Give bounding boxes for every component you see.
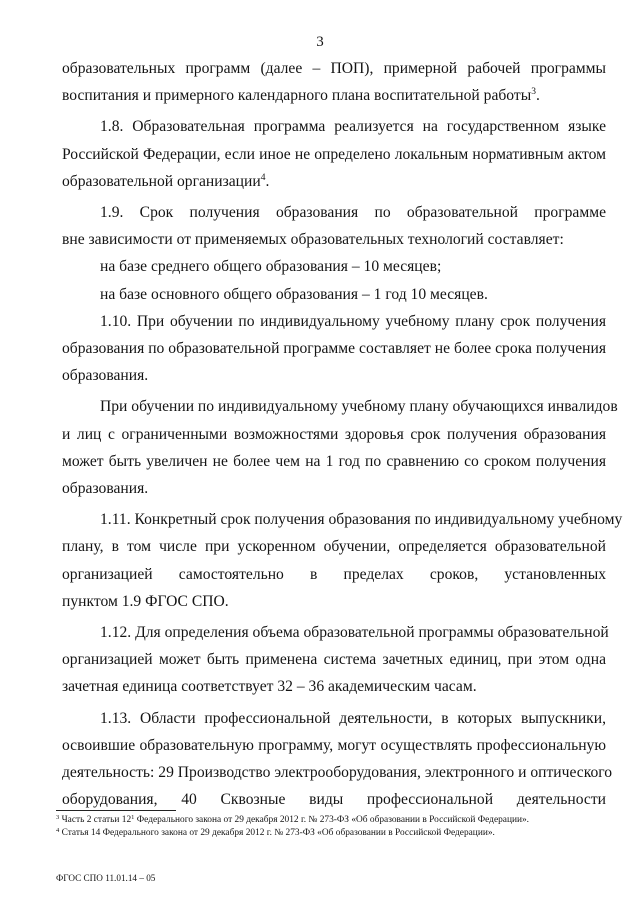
footnote-item: $^3$ Часть 2 статьи $12^1$ Федерального закона от 29 декабря 2012 г. № 273-ФЗ «Об образовании в Российской Федерации». [56, 814, 530, 825]
text-line: 1.12. Для определения объема образовательной программы образовательной [100, 624, 609, 642]
text-line: образовательных программ (далее – ПОП), примерной рабочей программы [62, 60, 606, 77]
text-line: 1.10. При обучении по индивидуальному учебному плану срок получения [100, 312, 606, 330]
text-line: 1.9. Срок получения образования по образовательной программе [100, 204, 606, 222]
text-line: образования по образовательной программе составляет не более срока получения [62, 340, 606, 358]
text-line: пунктом 1.9 ФГОС СПО. [62, 592, 229, 610]
text-line: 1.8. Образовательная программа реализуется на государственном языке [100, 118, 606, 136]
footnote-separator [56, 810, 176, 811]
text-line: образовательной организации$^4$. [62, 172, 270, 190]
footnotes [56, 814, 616, 839]
text-line: может быть увеличен не более чем на 1 год по сравнению со сроком получения [62, 452, 606, 470]
text-line: воспитания и примерного календарного плана воспитательной работы$^3$. [62, 87, 540, 105]
text-line: организацией самостоятельно в пределах сроков, установленных [62, 565, 606, 583]
text-line: Российской Федерации, если иное не определено локальным нормативным актом [62, 145, 606, 163]
text-line: освоившие образовательную программу, могут осуществлять профессиональную [62, 736, 606, 754]
document-code: ФГОС СПО 11.01.14 – 05 [56, 873, 156, 883]
text-line: образования. [62, 480, 149, 498]
text-line: 1.11. Конкретный срок получения образования по индивидуальному учебному [100, 511, 623, 529]
text-line: При обучении по индивидуальному учебному плану обучающихся инвалидов [100, 398, 618, 416]
page-number: 3 [316, 34, 324, 50]
text-line: и лиц с ограниченными возможностями здоровья срок получения образования [62, 425, 606, 443]
text-line: деятельность: 29 Производство электрооборудования, электронного и оптического [62, 764, 613, 782]
text-line: плану, в том числе при ускоренном обучении, определяется образовательной [62, 538, 606, 556]
text-line: организацией может быть применена система зачетных единиц, при этом одна [62, 651, 606, 669]
text-line: образования. [62, 367, 149, 385]
text-line: на базе основного общего образования – 1 год 10 месяцев. [100, 285, 488, 303]
text-line: оборудования, 40 Сквозные виды профессиональной деятельности [62, 791, 606, 809]
footnote-item: $^4$ Статья 14 Федерального закона от 29 декабря 2012 г. № 273-ФЗ «Об образовании в Российской Федерации». [56, 826, 495, 838]
text-line: зачетная единица соответствует 32 – 36 академическим часам. [62, 678, 477, 696]
text-line: 1.13. Области профессиональной деятельности, в которых выпускники, [100, 709, 606, 727]
text-line: на базе среднего общего образования – 10 месяцев; [100, 258, 442, 276]
text-line: вне зависимости от применяемых образовательных технологий составляет: [62, 231, 564, 249]
body-text [62, 55, 623, 813]
